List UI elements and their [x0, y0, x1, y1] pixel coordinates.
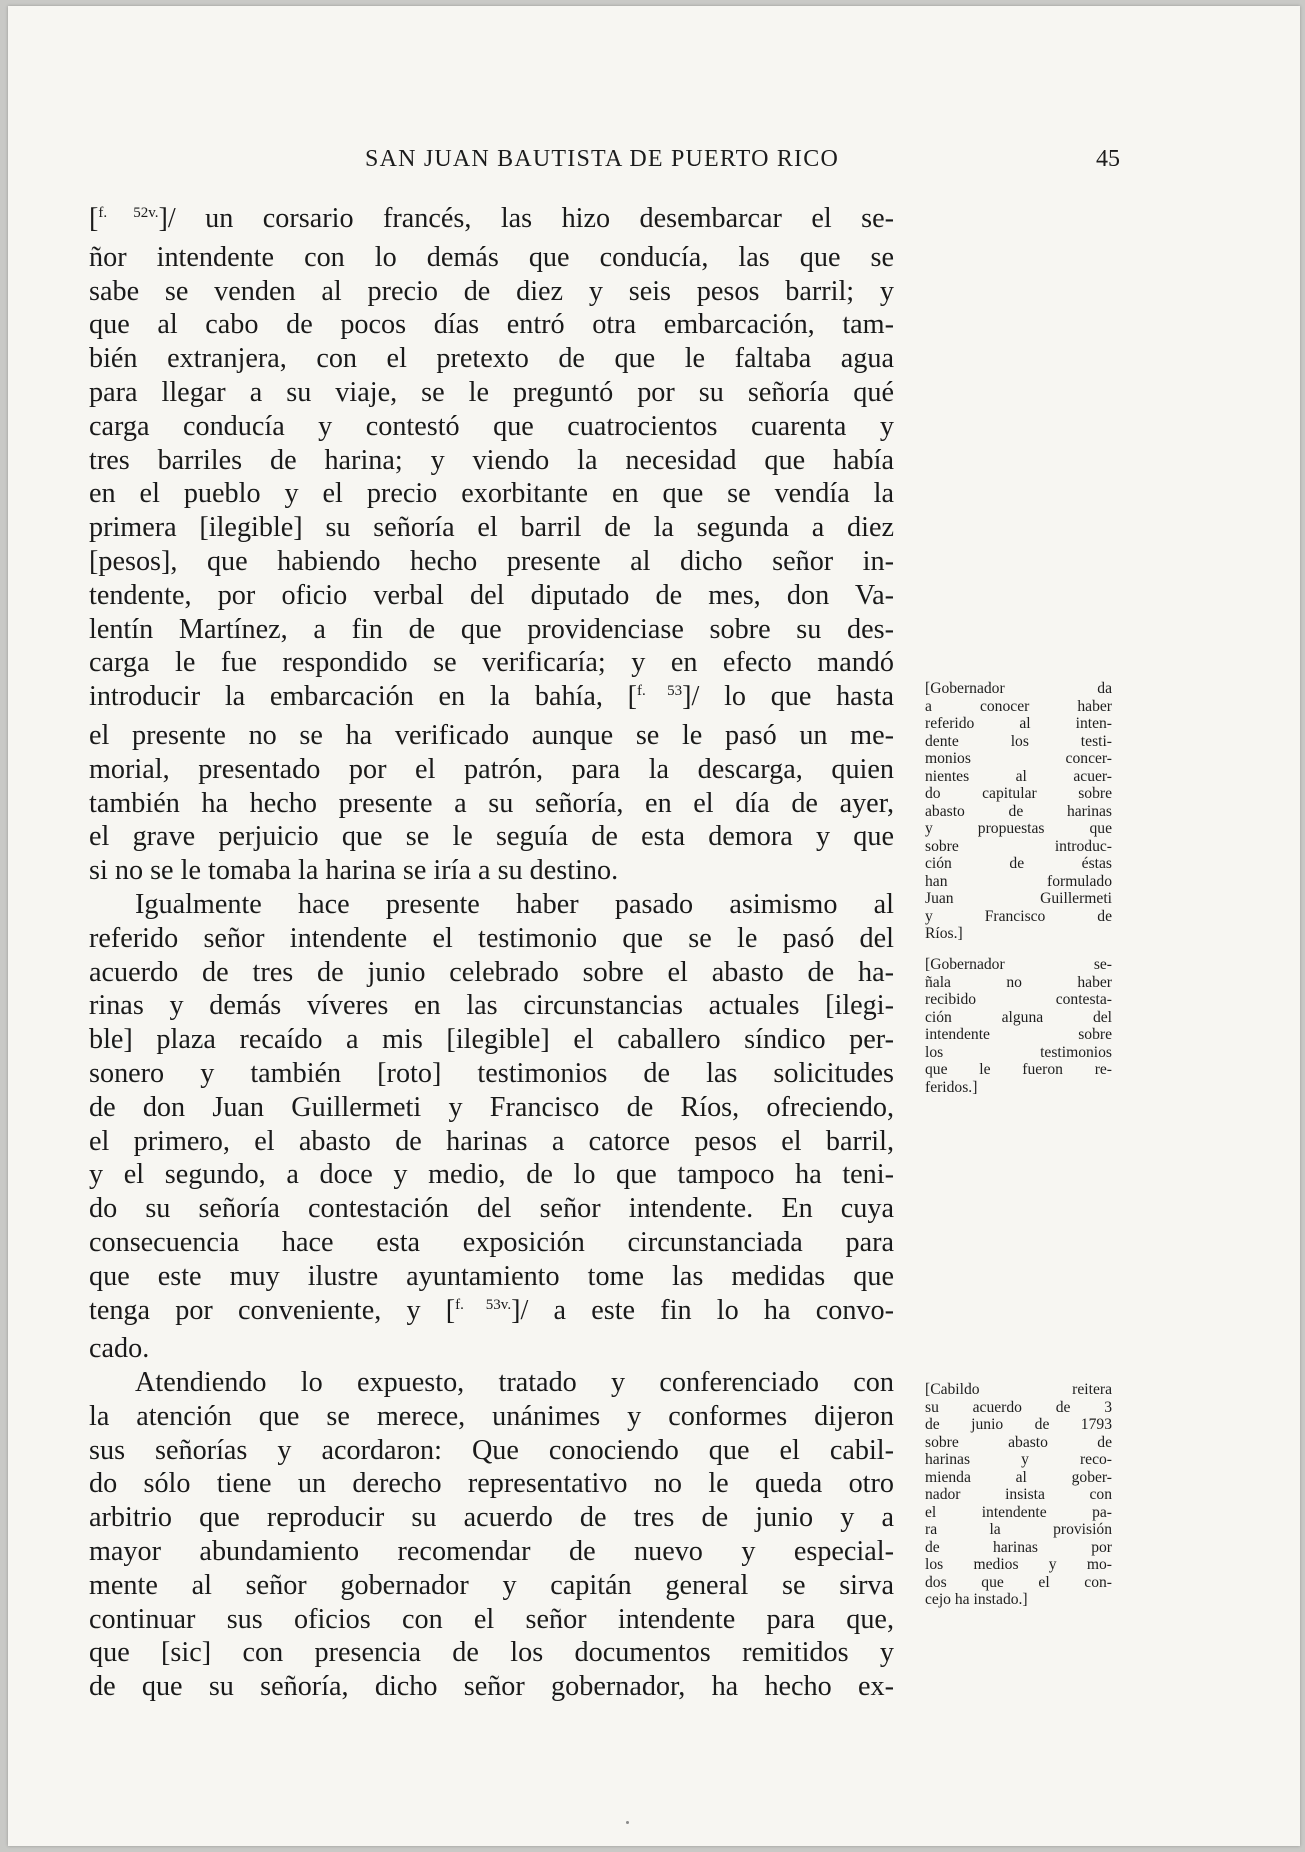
text-line: continuar sus oficios con el señor intendente para que, — [89, 1603, 894, 1635]
marginal-line: sobre introduc- — [925, 837, 1112, 855]
text-line: referido señor intendente el testimonio que se le pasó del — [89, 922, 894, 954]
text-line: introducir la embarcación en la bahía, [$^{f. 53}$]/ lo que hasta — [89, 681, 894, 713]
text-line: mayor abundamiento recomendar de nuevo y especial- — [89, 1536, 894, 1568]
marginal-line: mienda al gober- — [925, 1468, 1112, 1486]
marginal-line: nientes al acuer- — [925, 767, 1112, 785]
text-line: acuerdo de tres de junio celebrado sobre el abasto de ha- — [89, 956, 894, 988]
text-line: sonero y también [roto] testimonios de las solicitudes — [89, 1057, 894, 1089]
book-page — [8, 6, 1300, 1846]
marginal-line: dos que el con- — [925, 1573, 1112, 1591]
text-line: Atendiendo lo expuesto, tratado y conferenciado con — [135, 1367, 894, 1399]
marginal-line: recibido contesta- — [925, 991, 1112, 1008]
text-line: la atención que se merece, unánimes y conformes dijeron — [89, 1400, 894, 1432]
marginal-line: harinas y reco- — [925, 1451, 1112, 1468]
text-line: arbitrio que reproducir su acuerdo de tres de junio y a — [89, 1502, 894, 1534]
marginal-line: y Francisco de — [925, 907, 1112, 925]
marginal-line: [Gobernador da — [925, 680, 1112, 697]
text-line: de que su señoría, dicho señor gobernador, ha hecho ex- — [89, 1671, 894, 1703]
paper-speck — [626, 1821, 629, 1824]
folio-marker: f. 53v. — [455, 1296, 512, 1313]
text-line: que al cabo de pocos días entró otra embarcación, tam- — [89, 309, 894, 341]
text-line: tenga por conveniente, y [$^{f. 53v.}$]/ a este fin lo ha convo- — [89, 1294, 894, 1326]
text-line: rinas y demás víveres en las circunstancias actuales [ilegi- — [89, 990, 894, 1022]
text-line: para llegar a su viaje, se le preguntó por su señoría qué — [89, 376, 894, 408]
text-line: Igualmente hace presente haber pasado asimismo al — [135, 888, 894, 920]
text-line: do su señoría contestación del señor intendente. En cuya — [89, 1193, 894, 1225]
text-line: bién extranjera, con el pretexto de que le faltaba agua — [89, 343, 894, 375]
marginal-line: de junio de 1793 — [925, 1416, 1112, 1433]
marginal-line: nador insista con — [925, 1486, 1112, 1503]
text-line: tres barriles de harina; y viendo la necesidad que había — [89, 444, 894, 476]
marginal-line: sobre abasto de — [925, 1433, 1112, 1451]
marginal-line: dente los testi- — [925, 732, 1112, 750]
text-line: primera [ilegible] su señoría el barril de la segunda a diez — [89, 512, 894, 544]
text-line: de don Juan Guillermeti y Francisco de Ríos, ofreciendo, — [89, 1091, 894, 1123]
text-line: y el segundo, a doce y medio, de lo que tampoco ha teni- — [89, 1159, 894, 1191]
marginal-line: ra la provisión — [925, 1521, 1112, 1538]
main-text — [89, 202, 894, 1704]
marginal-line: [Cabildo reitera — [925, 1381, 1112, 1398]
marginal-line: [Gobernador se- — [925, 956, 1112, 973]
marginal-line: Ríos.] — [925, 925, 963, 942]
marginal-line: abasto de harinas — [925, 802, 1112, 820]
text-line: el presente no se ha verificado aunque se le pasó un me- — [89, 719, 894, 751]
text-line: que [sic] con presencia de los documentos remitidos y — [89, 1637, 894, 1669]
marginal-line: y propuestas que — [925, 820, 1112, 837]
marginal-line: monios concer- — [925, 750, 1112, 767]
running-head — [8, 146, 1300, 180]
text-line: si no se le tomaba la harina se iría a su destino. — [89, 855, 619, 887]
marginal-line: feridos.] — [925, 1078, 978, 1096]
marginal-line: los medios y mo- — [925, 1556, 1112, 1573]
marginal-line: Juan Guillermeti — [925, 890, 1112, 907]
text-line: el grave perjuicio que se le seguía de esta demora y que — [89, 821, 894, 853]
marginal-line: su acuerdo de 3 — [925, 1398, 1112, 1416]
text-line: mente al señor gobernador y capitán general se sirva — [89, 1569, 894, 1601]
marginal-line: de harinas por — [925, 1538, 1112, 1556]
text-line: do sólo tiene un derecho representativo no le queda otro — [89, 1468, 894, 1500]
text-line: carga le fue respondido se verificaría; y en efecto mandó — [89, 647, 894, 679]
text-line: el primero, el abasto de harinas a catorce pesos el barril, — [89, 1125, 894, 1157]
text-line: que este muy ilustre ayuntamiento tome las medidas que — [89, 1260, 894, 1292]
text-line: morial, presentado por el patrón, para la descarga, quien — [89, 753, 894, 785]
marginal-note-gobernador-sin-contestacion — [925, 956, 1112, 1096]
text-line: [$^{f. 52v.}$]/ un corsario francés, las hizo desembarcar el se- — [89, 203, 894, 234]
marginal-line: ñala no haber — [925, 973, 1112, 991]
marginal-note-gobernador-testimonios — [925, 680, 1112, 943]
marginal-line: que le fueron re- — [925, 1061, 1112, 1078]
folio-marker: f. 52v. — [98, 205, 159, 221]
marginal-line: a conocer haber — [925, 697, 1112, 715]
marginal-line: do capitular sobre — [925, 785, 1112, 802]
folio-marker: f. 53 — [637, 683, 683, 700]
marginal-line: el intendente pa- — [925, 1503, 1112, 1521]
marginal-line: ción de éstas — [925, 855, 1112, 872]
marginal-line: ción alguna del — [925, 1008, 1112, 1026]
text-line: consecuencia hace esta exposición circunstanciada para — [89, 1226, 894, 1258]
text-line: tendente, por oficio verbal del diputado de mes, don Va- — [89, 579, 894, 611]
marginal-line: los testimonios — [925, 1043, 1112, 1061]
marginal-line: referido al inten- — [925, 715, 1112, 732]
running-title: SAN JUAN BAUTISTA DE PUERTO RICO — [365, 146, 839, 172]
text-line: lentín Martínez, a fin de que providenciase sobre su des- — [89, 613, 894, 645]
text-line: carga conducía y contestó que cuatrocientos cuarenta y — [89, 410, 894, 442]
marginal-line: intendente sobre — [925, 1026, 1112, 1043]
text-line: [pesos], que habiendo hecho presente al dicho señor in- — [89, 545, 894, 577]
text-line: cado. — [89, 1333, 150, 1365]
page-number: 45 — [1096, 146, 1120, 172]
marginal-line: han formulado — [925, 872, 1112, 890]
text-line: ñor intendente con lo demás que conducía, las que se — [89, 241, 894, 273]
text-line: sus señorías y acordaron: Que conociendo que el cabil- — [89, 1434, 894, 1466]
text-line: también ha hecho presente a su señoría, en el día de ayer, — [89, 787, 894, 819]
marginal-line: cejo ha instado.] — [925, 1591, 1028, 1608]
text-line: ble] plaza recaído a mis [ilegible] el caballero síndico per- — [89, 1024, 894, 1056]
marginal-note-cabildo-reitera — [925, 1381, 1112, 1609]
text-line: sabe se venden al precio de diez y seis pesos barril; y — [89, 275, 894, 307]
text-line: en el pueblo y el precio exorbitante en que se vendía la — [89, 478, 894, 510]
